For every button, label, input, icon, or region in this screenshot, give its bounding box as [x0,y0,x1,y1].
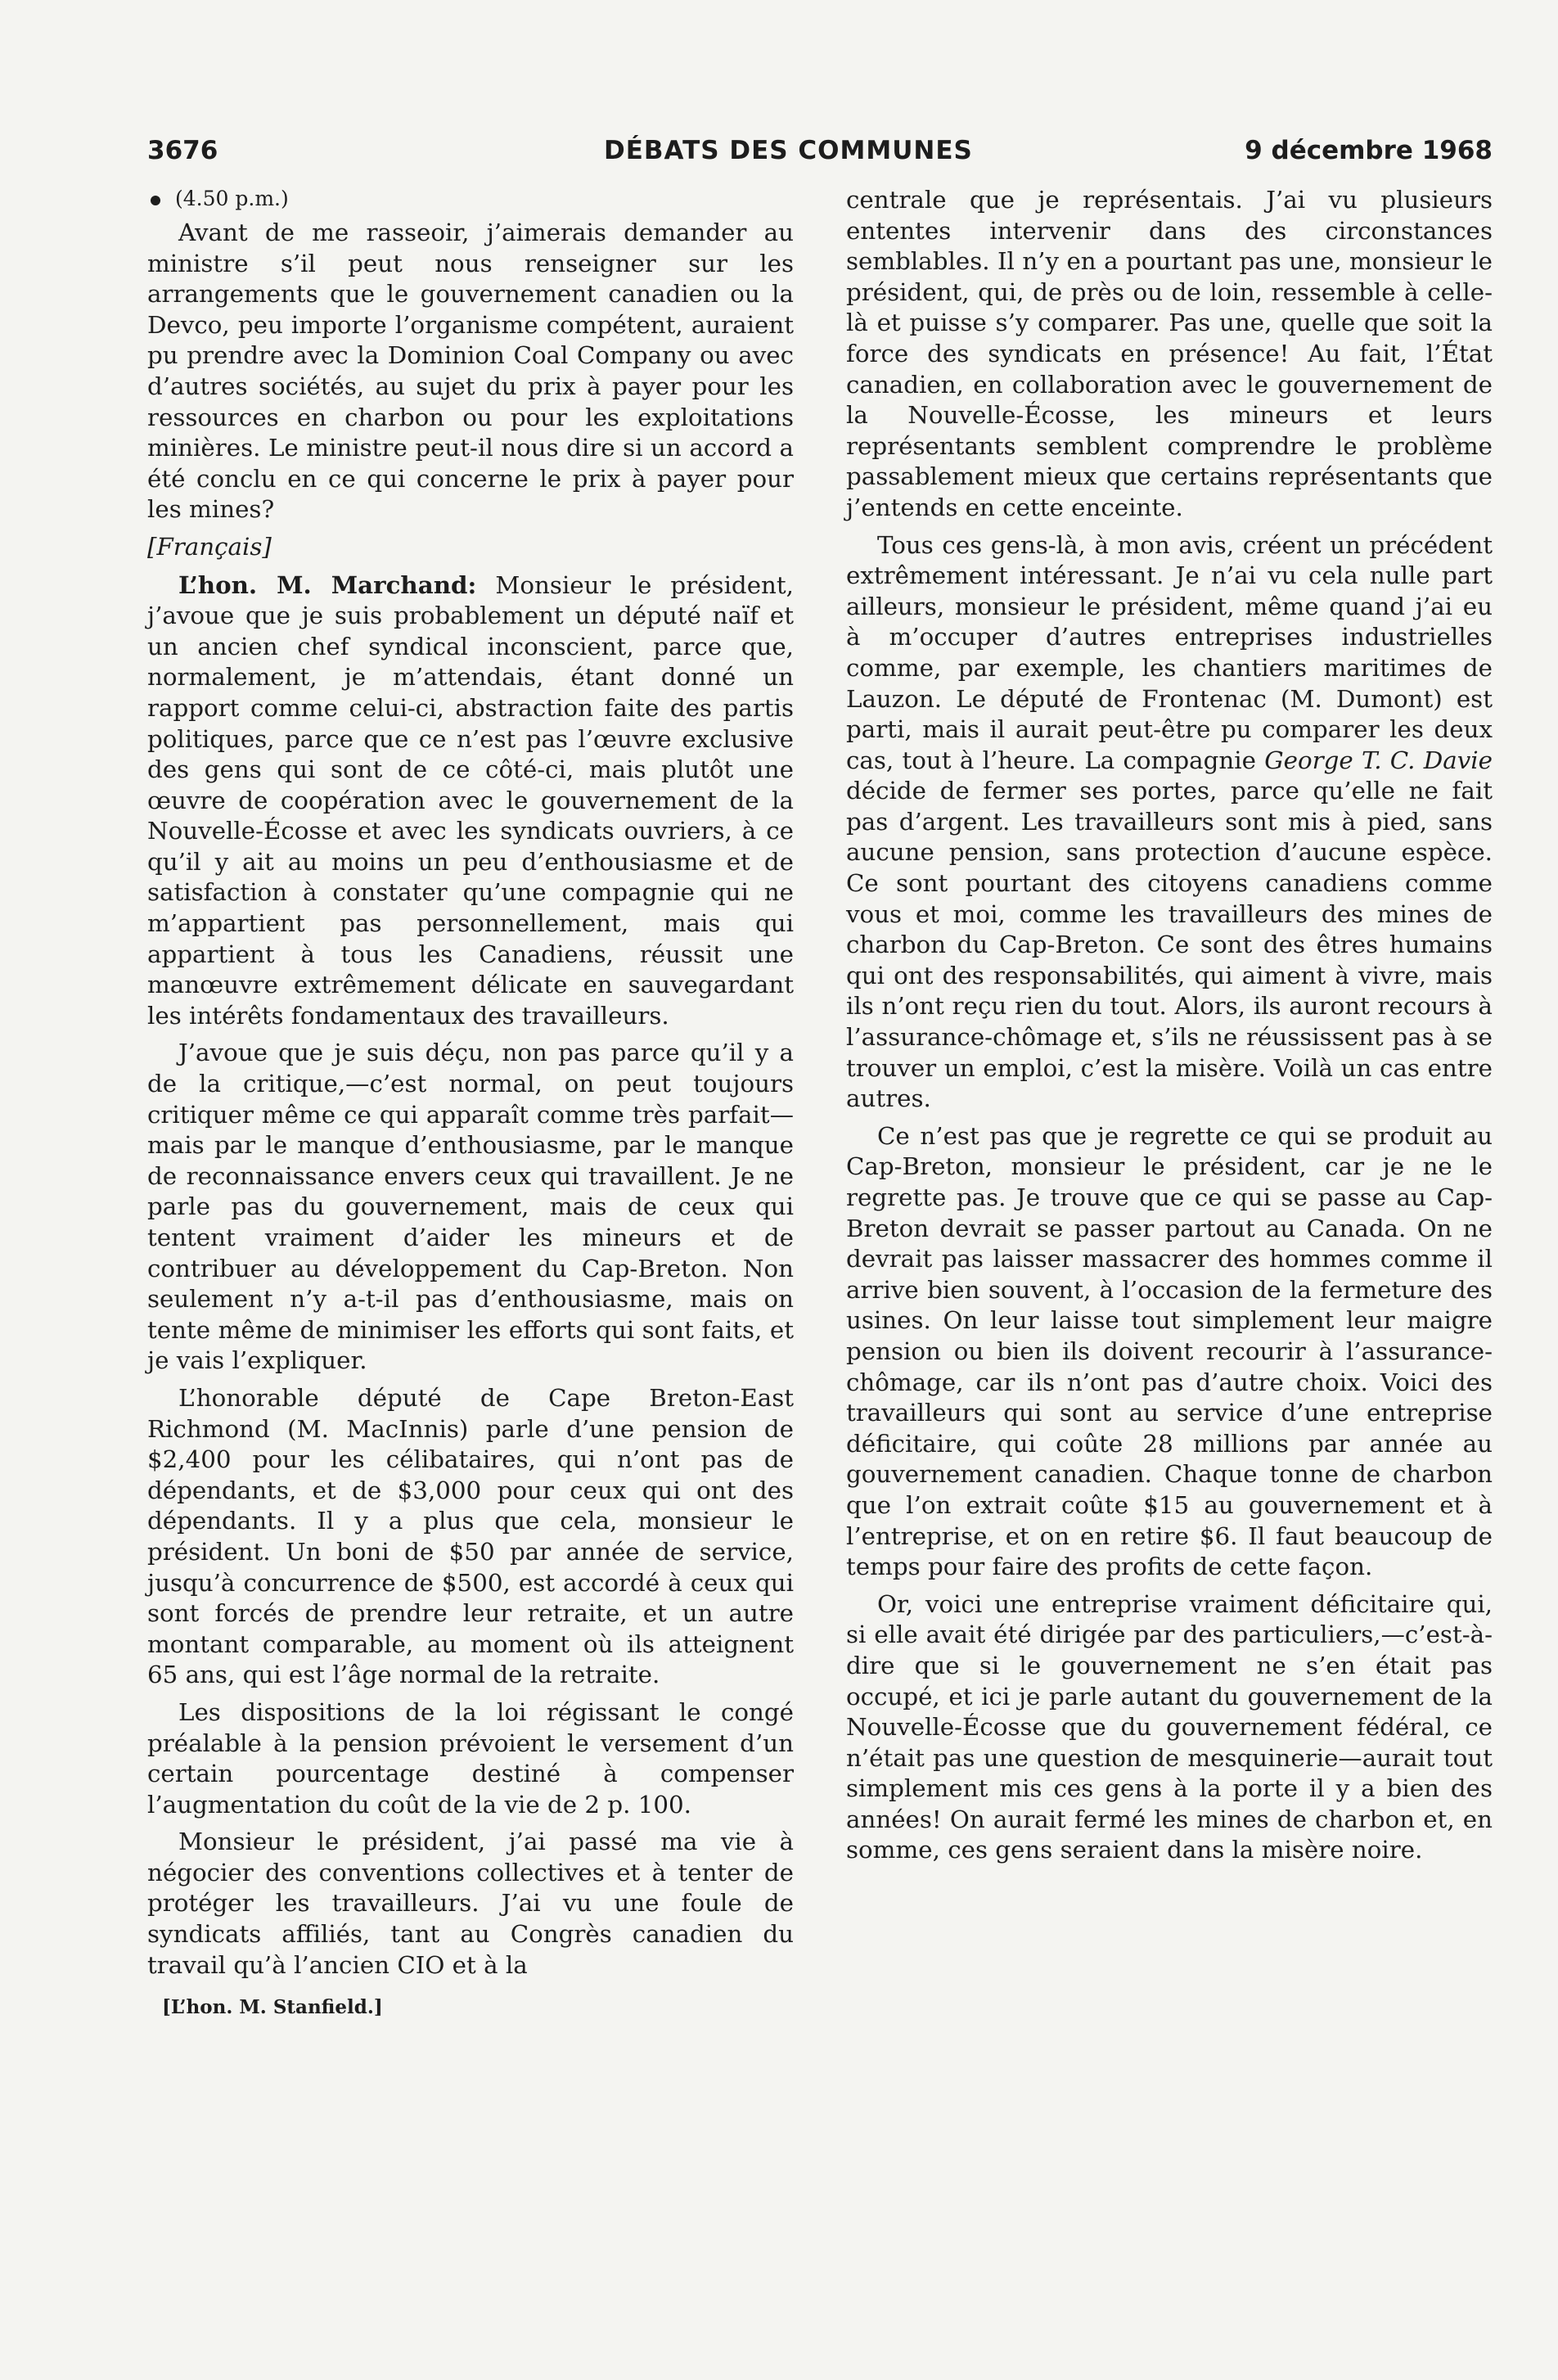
bullet-icon [151,196,160,205]
paragraph: Avant de me rasseoir, j’aimerais demander au ministre s’il peut nous renseigner sur les arrangements que le gouvernement canadien ou la Devco, peu importe l’organisme compétent, auraient pu prendre avec la Dominion Coal Company ou avec d’autres sociétés, au sujet du prix à payer pour les ressources en charbon ou pour les exploitations minières. Le ministre peut-il nous dire si un accord a été conclu en ce qui concerne le prix à payer pour les mines? [147,219,794,524]
paragraph-text: Tous ces gens-là, à mon avis, créent un précédent extrêmement intéressant. Je n’ai vu cela nulle part ailleurs, monsieur le président, même quand j’ai eu à m’occuper d’autres entreprises industrielles comme, par exemple, les chantiers maritimes de Lauzon. Le député de Frontenac (M. Dumont) est parti, mais il aurait peut-être pu comparer les deux cas, tout à l’heure. La compagnie [846,530,1493,774]
company-name: George T. C. Davie [1264,746,1493,774]
speaker-name: L’hon. M. Marchand: [178,570,477,599]
paragraph: Ce n’est pas que je regrette ce qui se produit au Cap-Breton, monsieur le président, car je ne le regrette pas. Je trouve que ce qui se passe au Cap-Breton devrait se passer partout au Canada. On ne devrait pas laisser massacrer des hommes comme il arrive bien souvent, à l’occasion de la fermeture des usines. On leur laisse tout simplement leur maigre pension ou bien ils doivent recourir à l’assurance-chômage, car ils n’ont pas d’autre choix. Voici des travailleurs qui sont au service d’une entreprise déficitaire, qui coûte 28 millions par année au gouvernement canadien. Chaque tonne de charbon que l’on extrait coûte $15 au gouvernement et à l’entreprise, et on en retire $6. Il faut beaucoup de temps pour faire des profits de cette façon. [846,1121,1493,1581]
footer-note: [L’hon. M. Stanfield.] [162,1996,383,2019]
paragraph: L’honorable député de Cape Breton-East Richmond (M. MacInnis) parle d’une pension de $2,400 pour les célibataires, qui n’ont pas de dépendants, et de $3,000 pour ceux qui ont des dépendants. Il y a plus que cela, monsieur le président. Un boni de $50 par année de service, jusqu’à concurrence de $500, est accordé à ceux qui sont forcés de prendre leur retraite, et un autre montant comparable, au moment où ils atteignent 65 ans, qui est l’âge normal de la retraite. [147,1383,794,1689]
page-date: 9 décembre 1968 [1245,136,1493,165]
page-number: 3676 [147,136,218,165]
language-marker: [Français] [147,532,272,561]
paragraph: Les dispositions de la loi régissant le congé préalable à la pension prévoient le versement d’un certain pourcentage destiné à compenser l’augmentation du coût de la vie de 2 p. 100. [147,1697,794,1819]
speaker-paragraph [147,570,794,1032]
paragraph-text: Monsieur le président, j’avoue que je suis probablement un député naïf et un ancien chef syndical inconscient, parce que, normalement, je m’attendais, étant donné un rapport comme celui-ci, abstraction faite des partis politiques, parce que ce n’est pas l’œuvre exclusive des gens qui sont de ce côté-ci, mais plutôt une œuvre de coopération avec le gouvernement de la Nouvelle-Écosse et avec les syndicats ouvriers, à ce qu’il y ait au moins un peu d’enthousiasme et de satisfaction à constater qu’une compagnie qui ne m’appartient pas personnellement, mais qui appartient à tous les Canadiens, réussit une manœuvre extrêmement délicate en sauvegardant les intérêts fondamentaux des travailleurs. [147,570,794,1030]
paragraph: J’avoue que je suis déçu, non pas parce qu’il y a de la critique,—c’est normal, on peut toujours critiquer même ce qui apparaît comme très parfait—mais par le manque d’enthousiasme, par le manque de reconnaissance envers ceux qui travaillent. Je ne parle pas du gouvernement, mais de ceux qui tentent vraiment d’aider les mineurs et de contribuer au développement du Cap-Breton. Non seulement n’y a-t-il pas d’enthousiasme, mais on tente même de minimiser les efforts qui sont faits, et je vais l’expliquer. [147,1039,794,1375]
paragraph [846,530,1493,1115]
timestamp [147,185,794,213]
paragraph: Or, voici une entreprise vraiment déficitaire qui, si elle avait été dirigée par des particuliers,—c’est-à-dire que si le gouvernement ne s’en était pas occupé, et ici je parle autant du gouvernement de la Nouvelle-Écosse que du gouvernement fédéral, ce n’était pas une question de mesquinerie—aurait tout simplement mis ces gens à la porte il y a bien des années! On aurait fermé les mines de charbon et, en somme, ces gens seraient dans la misère noire. [846,1589,1493,1864]
text-columns [147,185,1493,2023]
paragraph-text: décide de fermer ses portes, parce qu’elle ne fait pas d’argent. Les travailleurs sont mis à pied, sans aucune pension, sans protection d’aucune espèce. Ce sont pourtant des citoyens canadiens comme vous et moi, comme les travailleurs des mines de charbon du Cap-Breton. Ce sont des êtres humains qui ont des responsabilités, qui aiment à vivre, mais ils n’ont reçu rien du tout. Alors, ils auront recours à l’assurance-chômage et, s’ils ne réussissent pas à se trouver un emploi, c’est la misère. Voilà un cas entre autres. [846,777,1493,1113]
page-header [147,129,1493,175]
left-column [147,185,794,2023]
publication-title: DÉBATS DES COMMUNES [604,136,973,165]
paragraph: Monsieur le président, j’ai passé ma vie à négocier des conventions collectives et à tenter de protéger les travailleurs. J’ai vu une foule de syndicats affiliés, tant au Congrès canadien du travail qu’à l’ancien CIO et à la [147,1828,794,1979]
right-column [846,185,1493,2023]
timestamp-text: (4.50 p.m.) [175,187,289,210]
paragraph: centrale que je représentais. J’ai vu plusieurs ententes intervenir dans des circonstances semblables. Il n’y en a pourtant pas une, monsieur le président, qui, de près ou de loin, ressemble à celle-là et puisse s’y comparer. Pas une, quelle que soit la force des syndicats en présence! Au fait, l’État canadien, en collaboration avec le gouvernement de la Nouvelle-Écosse, les mineurs et leurs représentants semblent comprendre le problème passablement mieux que certains représentants que j’entends en cette enceinte. [846,186,1493,521]
